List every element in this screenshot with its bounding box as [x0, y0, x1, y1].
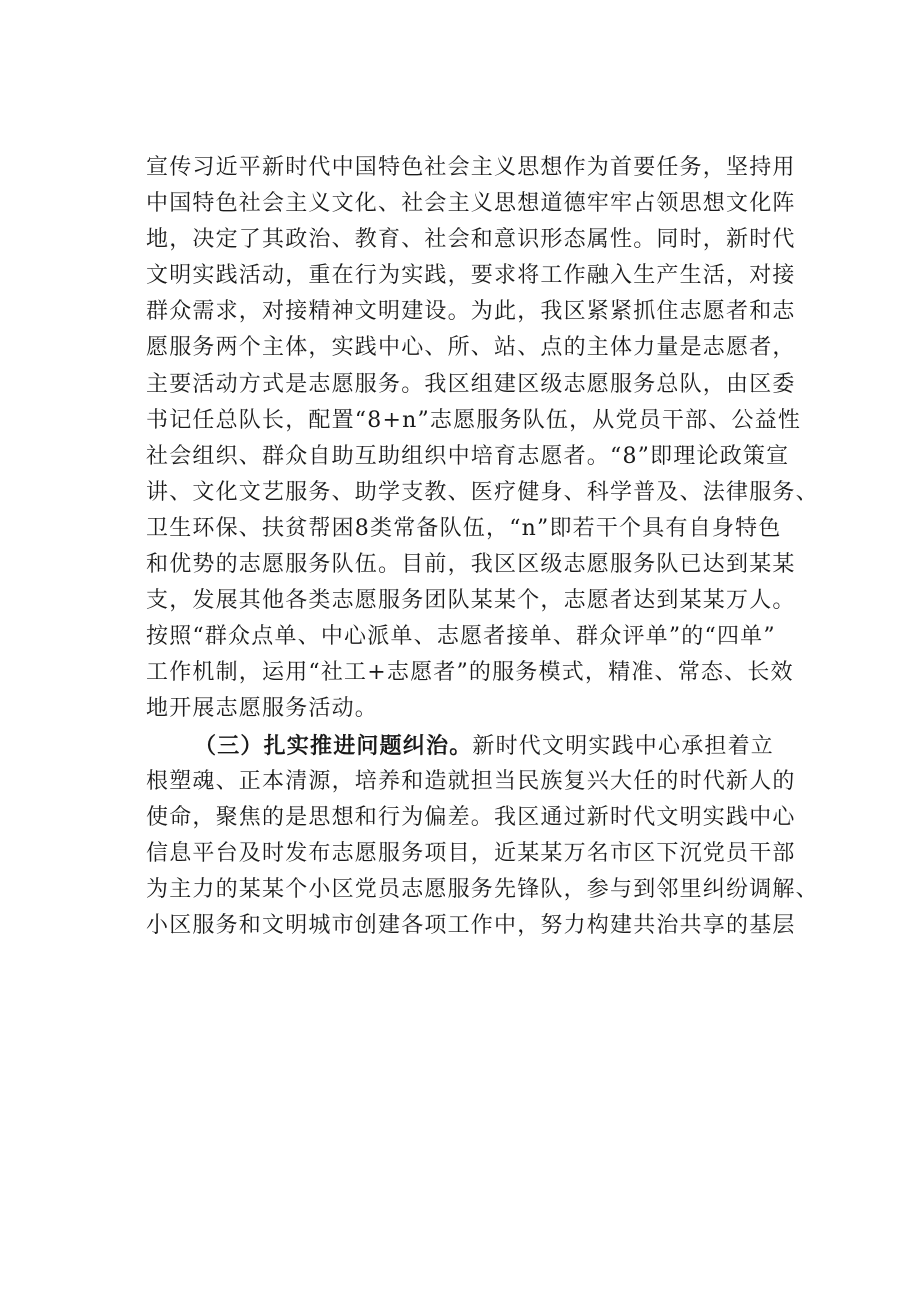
- text-line: 主要活动方式是志愿服务。我区组建区级志愿服务总队，由区委: [146, 371, 796, 397]
- text-line: 工作机制，运用“社工+志愿者”的服务模式，精准、常态、长效: [146, 660, 794, 686]
- text-line: 文明实践活动，重在行为实践，要求将工作融入生产生活，对接: [146, 263, 796, 289]
- text-line: 信息平台及时发布志愿服务项目，近某某万名市区下沉党员干部: [146, 840, 796, 866]
- text-line: 支，发展其他各类志愿服务团队某某个，志愿者达到某某万人。: [146, 588, 796, 614]
- text-line: 群众需求，对接精神文明建设。为此，我区紧紧抓住志愿者和志: [146, 299, 796, 325]
- text-line: 宣传习近平新时代中国特色社会主义思想作为首要任务，坚持用: [146, 155, 796, 180]
- text-line: 小区服务和文明城市创建各项工作中，努力构建共治共享的基层: [146, 912, 796, 938]
- text-line: 地开展志愿服务活动。: [146, 696, 379, 722]
- paragraph-first-line: [146, 728, 826, 764]
- text-run: 新时代文明实践中心承担着立: [472, 733, 775, 759]
- text-line: 按照“群众点单、中心派单、志愿者接单、群众评单”的“四单”: [146, 624, 776, 650]
- paragraph-volunteer-service: [146, 150, 826, 728]
- text-line: 使命，聚焦的是思想和行为偏差。我区通过新时代文明实践中心: [146, 804, 796, 830]
- text-line: 和优势的志愿服务队伍。目前，我区区级志愿服务队已达到某某: [146, 552, 796, 578]
- text-line: 地，决定了其政治、教育、社会和意识形态属性。同时，新时代: [146, 227, 796, 253]
- text-line: 讲、文化文艺服务、助学支教、医疗健身、科学普及、法律服务、: [146, 479, 819, 505]
- text-line: 中国特色社会主义文化、社会主义思想道德牢牢占领思想文化阵: [146, 191, 796, 217]
- body-text: [146, 150, 826, 944]
- paragraph-problem-rectification: [146, 728, 826, 945]
- text-line: 社会组织、群众自助互助组织中培育志愿者。“8”即理论政策宣: [146, 443, 790, 469]
- text-line: 书记任总队长，配置“8+n”志愿服务队伍，从党员干部、公益性: [146, 407, 802, 433]
- text-line: 为主力的某某个小区党员志愿服务先锋队，参与到邻里纠纷调解、: [146, 876, 819, 902]
- text-line: 愿服务两个主体，实践中心、所、站、点的主体力量是志愿者，: [146, 335, 796, 361]
- section-heading: （三）扎实推进问题纠治。: [194, 732, 473, 759]
- text-line: 卫生环保、扶贫帮困8类常备队伍，“n”即若干个具有自身特色: [146, 515, 782, 541]
- text-line: 根塑魂、正本清源，培养和造就担当民族复兴大任的时代新人的: [146, 768, 796, 794]
